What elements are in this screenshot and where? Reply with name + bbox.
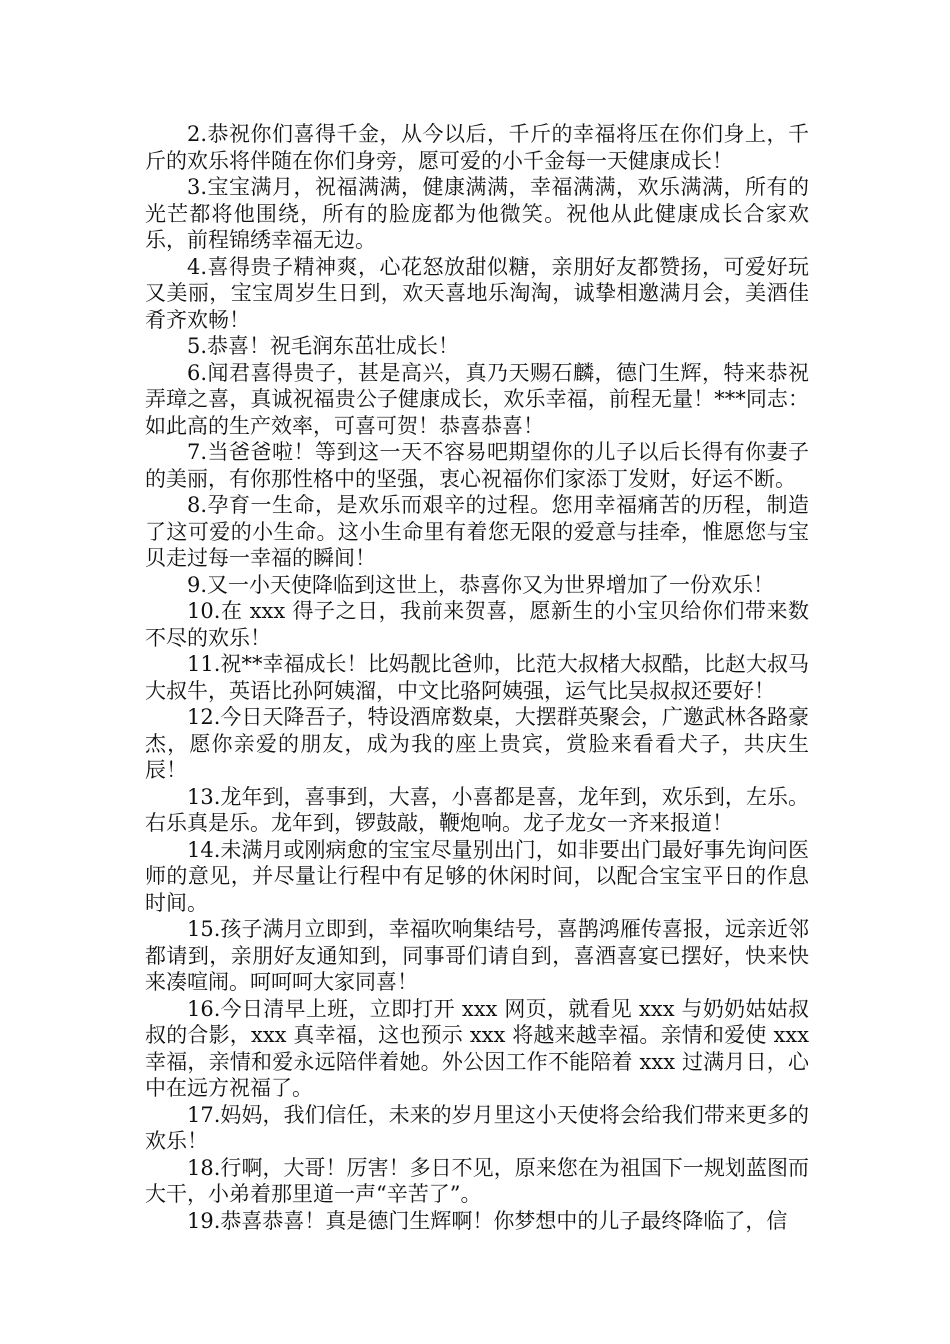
paragraph: 16.今日清早上班，立即打开 xxx 网页，就看见 xxx 与奶奶姑姑叔叔的合影，xxx 真幸福，这也预示 xxx 将越来越幸福。亲情和爱使 xxx 幸福，亲情和爱永远陪伴着她。外公因工作不能陪着 xxx 过满月日，心中在远方祝福了。: [145, 996, 809, 1100]
paragraph: 15.孩子满月立即到，幸福吹响集结号，喜鹊鸿雁传喜报，远亲近邻都请到，亲朋好友通知到，同事哥们请自到，喜酒喜宴已摆好，快来快来凑喧闹。呵呵呵大家同喜！: [145, 917, 809, 994]
paragraph: 11.祝**幸福成长！比妈靓比爸帅，比范大叔楮大叔酷，比赵大叔马大叔牛，英语比孙阿姨溜，中文比骆阿姨强，运气比吴叔叔还要好！: [145, 652, 809, 703]
paragraph: 17.妈妈，我们信任，未来的岁月里这小天使将会给我们带来更多的欢乐！: [145, 1102, 809, 1153]
paragraph: 14.未满月或刚病愈的宝宝尽量别出门，如非要出门最好事先询问医师的意见，并尽量让行程中有足够的休闲时间，以配合宝宝平日的作息时间。: [145, 837, 809, 915]
paragraph: 10.在 xxx 得子之日，我前来贺喜，愿新生的小宝贝给你们带来数不尽的欢乐！: [145, 599, 809, 650]
paragraph: 8.孕育一生命，是欢乐而艰辛的过程。您用幸福痛苦的历程，制造了这可爱的小生命。这小生命里有着您无限的爱意与挂牵，惟愿您与宝贝走过每一幸福的瞬间！: [145, 493, 809, 570]
paragraph: 13.龙年到，喜事到，大喜，小喜都是喜，龙年到，欢乐到，左乐。右乐真是乐。龙年到，锣鼓敲，鞭炮响。龙子龙女一齐来报道！: [145, 784, 809, 835]
paragraph: 4.喜得贵子精神爽，心花怒放甜似糖，亲朋好友都赞扬，可爱好玩又美丽，宝宝周岁生日到，欢天喜地乐淘淘，诚挚相邀满月会，美酒佳肴齐欢畅！: [145, 254, 809, 332]
paragraph: 3.宝宝满月，祝福满满，健康满满，幸福满满，欢乐满满，所有的光芒都将他围绕，所有的脸庞都为他微笑。祝他从此健康成长合家欢乐，前程锦绣幸福无边。: [145, 175, 809, 252]
paragraph: 7.当爸爸啦！等到这一天不容易吧期望你的儿子以后长得有你妻子的美丽，有你那性格中的坚强，衷心祝福你们家添丁发财，好运不断。: [145, 440, 809, 491]
paragraph: 5.恭喜！祝毛润东茁壮成长！: [187, 334, 460, 358]
paragraph: 6.闻君喜得贵子，甚是高兴，真乃天赐石麟，德门生辉，特来恭祝弄璋之喜，真诚祝福贵公子健康成长，欢乐幸福，前程无量！***同志：如此高的生产效率，可喜可贺！恭喜恭喜！: [145, 360, 809, 438]
paragraph: 19.恭喜恭喜！真是德门生辉啊！你梦想中的儿子最终降临了，信: [187, 1208, 788, 1233]
paragraph: 12.今日天降吾子，特设酒席数桌，大摆群英聚会，广邀武林各路豪杰，愿你亲爱的朋友，成为我的座上贵宾，赏脸来看看犬子，共庆生辰！: [145, 705, 809, 782]
paragraph: 2.恭祝你们喜得千金，从今以后，千斤的幸福将压在你们身上，千斤的欢乐将伴随在你们身旁，愿可爱的小千金每一天健康成长！: [145, 122, 809, 173]
paragraph: 18.行啊，大哥！厉害！多日不见，原来您在为祖国下一规划蓝图而大干，小弟着那里道一声“辛苦了”。: [145, 1155, 809, 1206]
paragraph: 9.又一小天使降临到这世上，恭喜你又为世界增加了一份欢乐！: [187, 572, 775, 597]
document-body: [145, 121, 809, 1234]
